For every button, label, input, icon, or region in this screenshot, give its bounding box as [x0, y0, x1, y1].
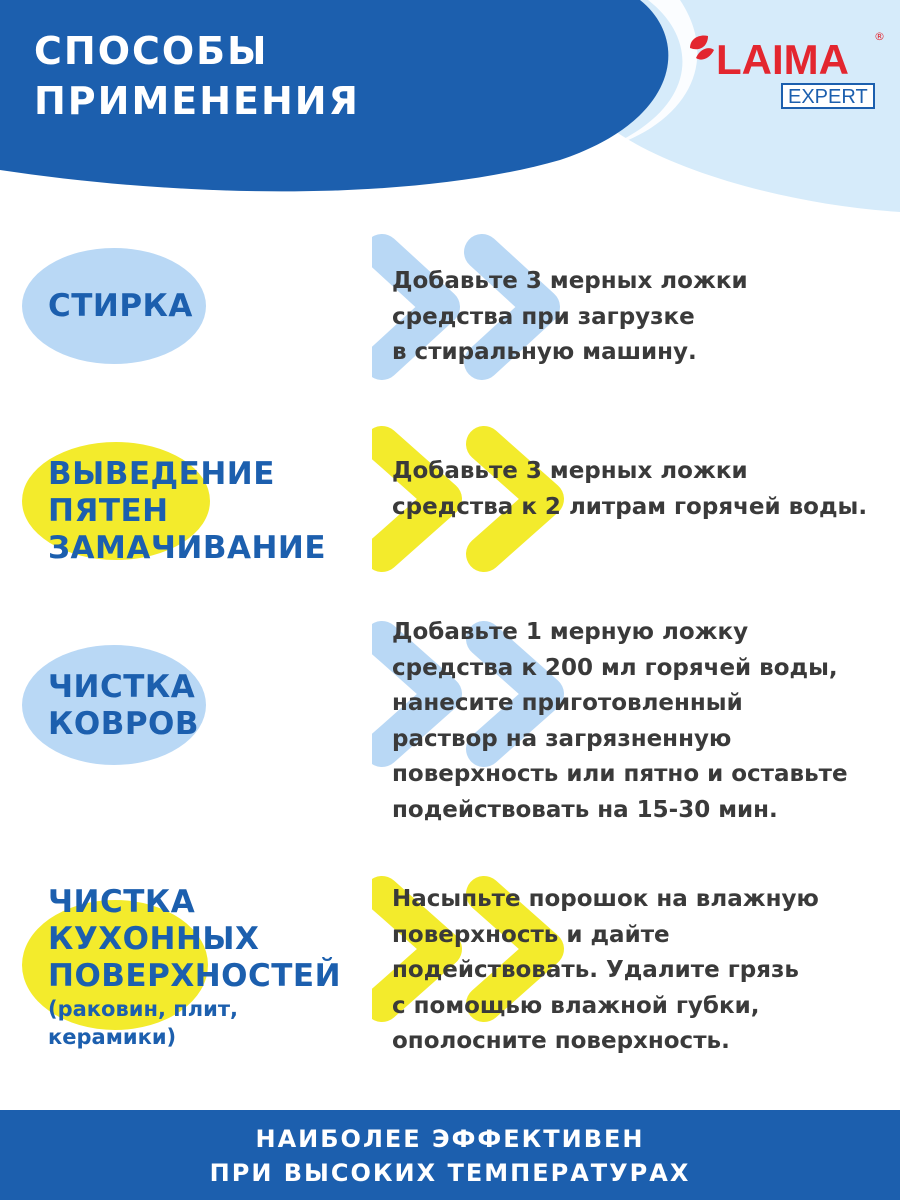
label-line: ЧИСТКА [48, 669, 196, 705]
method-description-kitchen-cleaning: Насыпьте порошок на влажную поверхность и дайте подействовать. Удалите грязь с помощью влажной губки, ополосните поверхность. [392, 886, 819, 1054]
method-label-washing [48, 288, 193, 325]
label-line: КОВРОВ [48, 706, 200, 742]
leaf-icon [690, 36, 714, 60]
method-row-carpet-cleaning [0, 615, 900, 825]
title-line-1: СПОСОБЫ [34, 29, 269, 73]
method-description-washing: Добавьте 3 мерных ложки средства при загрузке в стиральную машину. [392, 268, 748, 365]
method-description-stain-removal: Добавьте 3 мерных ложки средства к 2 литрам горячей воды. [392, 458, 868, 520]
label-line: ЧИСТКА [48, 884, 196, 920]
logo-text: LAIMA [716, 36, 849, 83]
method-label-kitchen-cleaning [48, 884, 341, 1051]
page-title [34, 26, 360, 126]
footer-line-2: ПРИ ВЫСОКИХ ТЕМПЕРАТУРАХ [209, 1159, 691, 1187]
method-row-kitchen-cleaning [0, 870, 900, 1070]
label-line: ЗАМАЧИВАНИЕ [48, 530, 327, 566]
method-row-stain-removal [0, 420, 900, 580]
registered-mark: ® [874, 30, 885, 43]
logo-subtext: EXPERT [788, 86, 868, 108]
label-line: КУХОННЫХ [48, 921, 260, 957]
method-label-carpet-cleaning [48, 669, 199, 743]
method-row-washing [0, 230, 900, 380]
label-line: ВЫВЕДЕНИЕ [48, 456, 275, 492]
method-label-stain-removal [48, 456, 326, 567]
footer-line-1: НАИБОЛЕЕ ЭФФЕКТИВЕН [255, 1125, 645, 1153]
label-line: ПЯТЕН [48, 493, 169, 529]
method-description-carpet-cleaning: Добавьте 1 мерную ложку средства к 200 мл горячей воды, нанесите приготовленный раствор на загрязненную поверхность или пятно и оставьте подействовать на 15-30 мин. [392, 619, 848, 823]
label-subtext: (раковин, плит, керамики) [48, 997, 239, 1049]
label-line: ПОВЕРХНОСТЕЙ [48, 958, 342, 994]
footer-banner [0, 1110, 900, 1200]
title-line-2: ПРИМЕНЕНИЯ [34, 79, 360, 123]
laima-expert-logo [686, 26, 886, 116]
label-line: СТИРКА [48, 288, 193, 324]
